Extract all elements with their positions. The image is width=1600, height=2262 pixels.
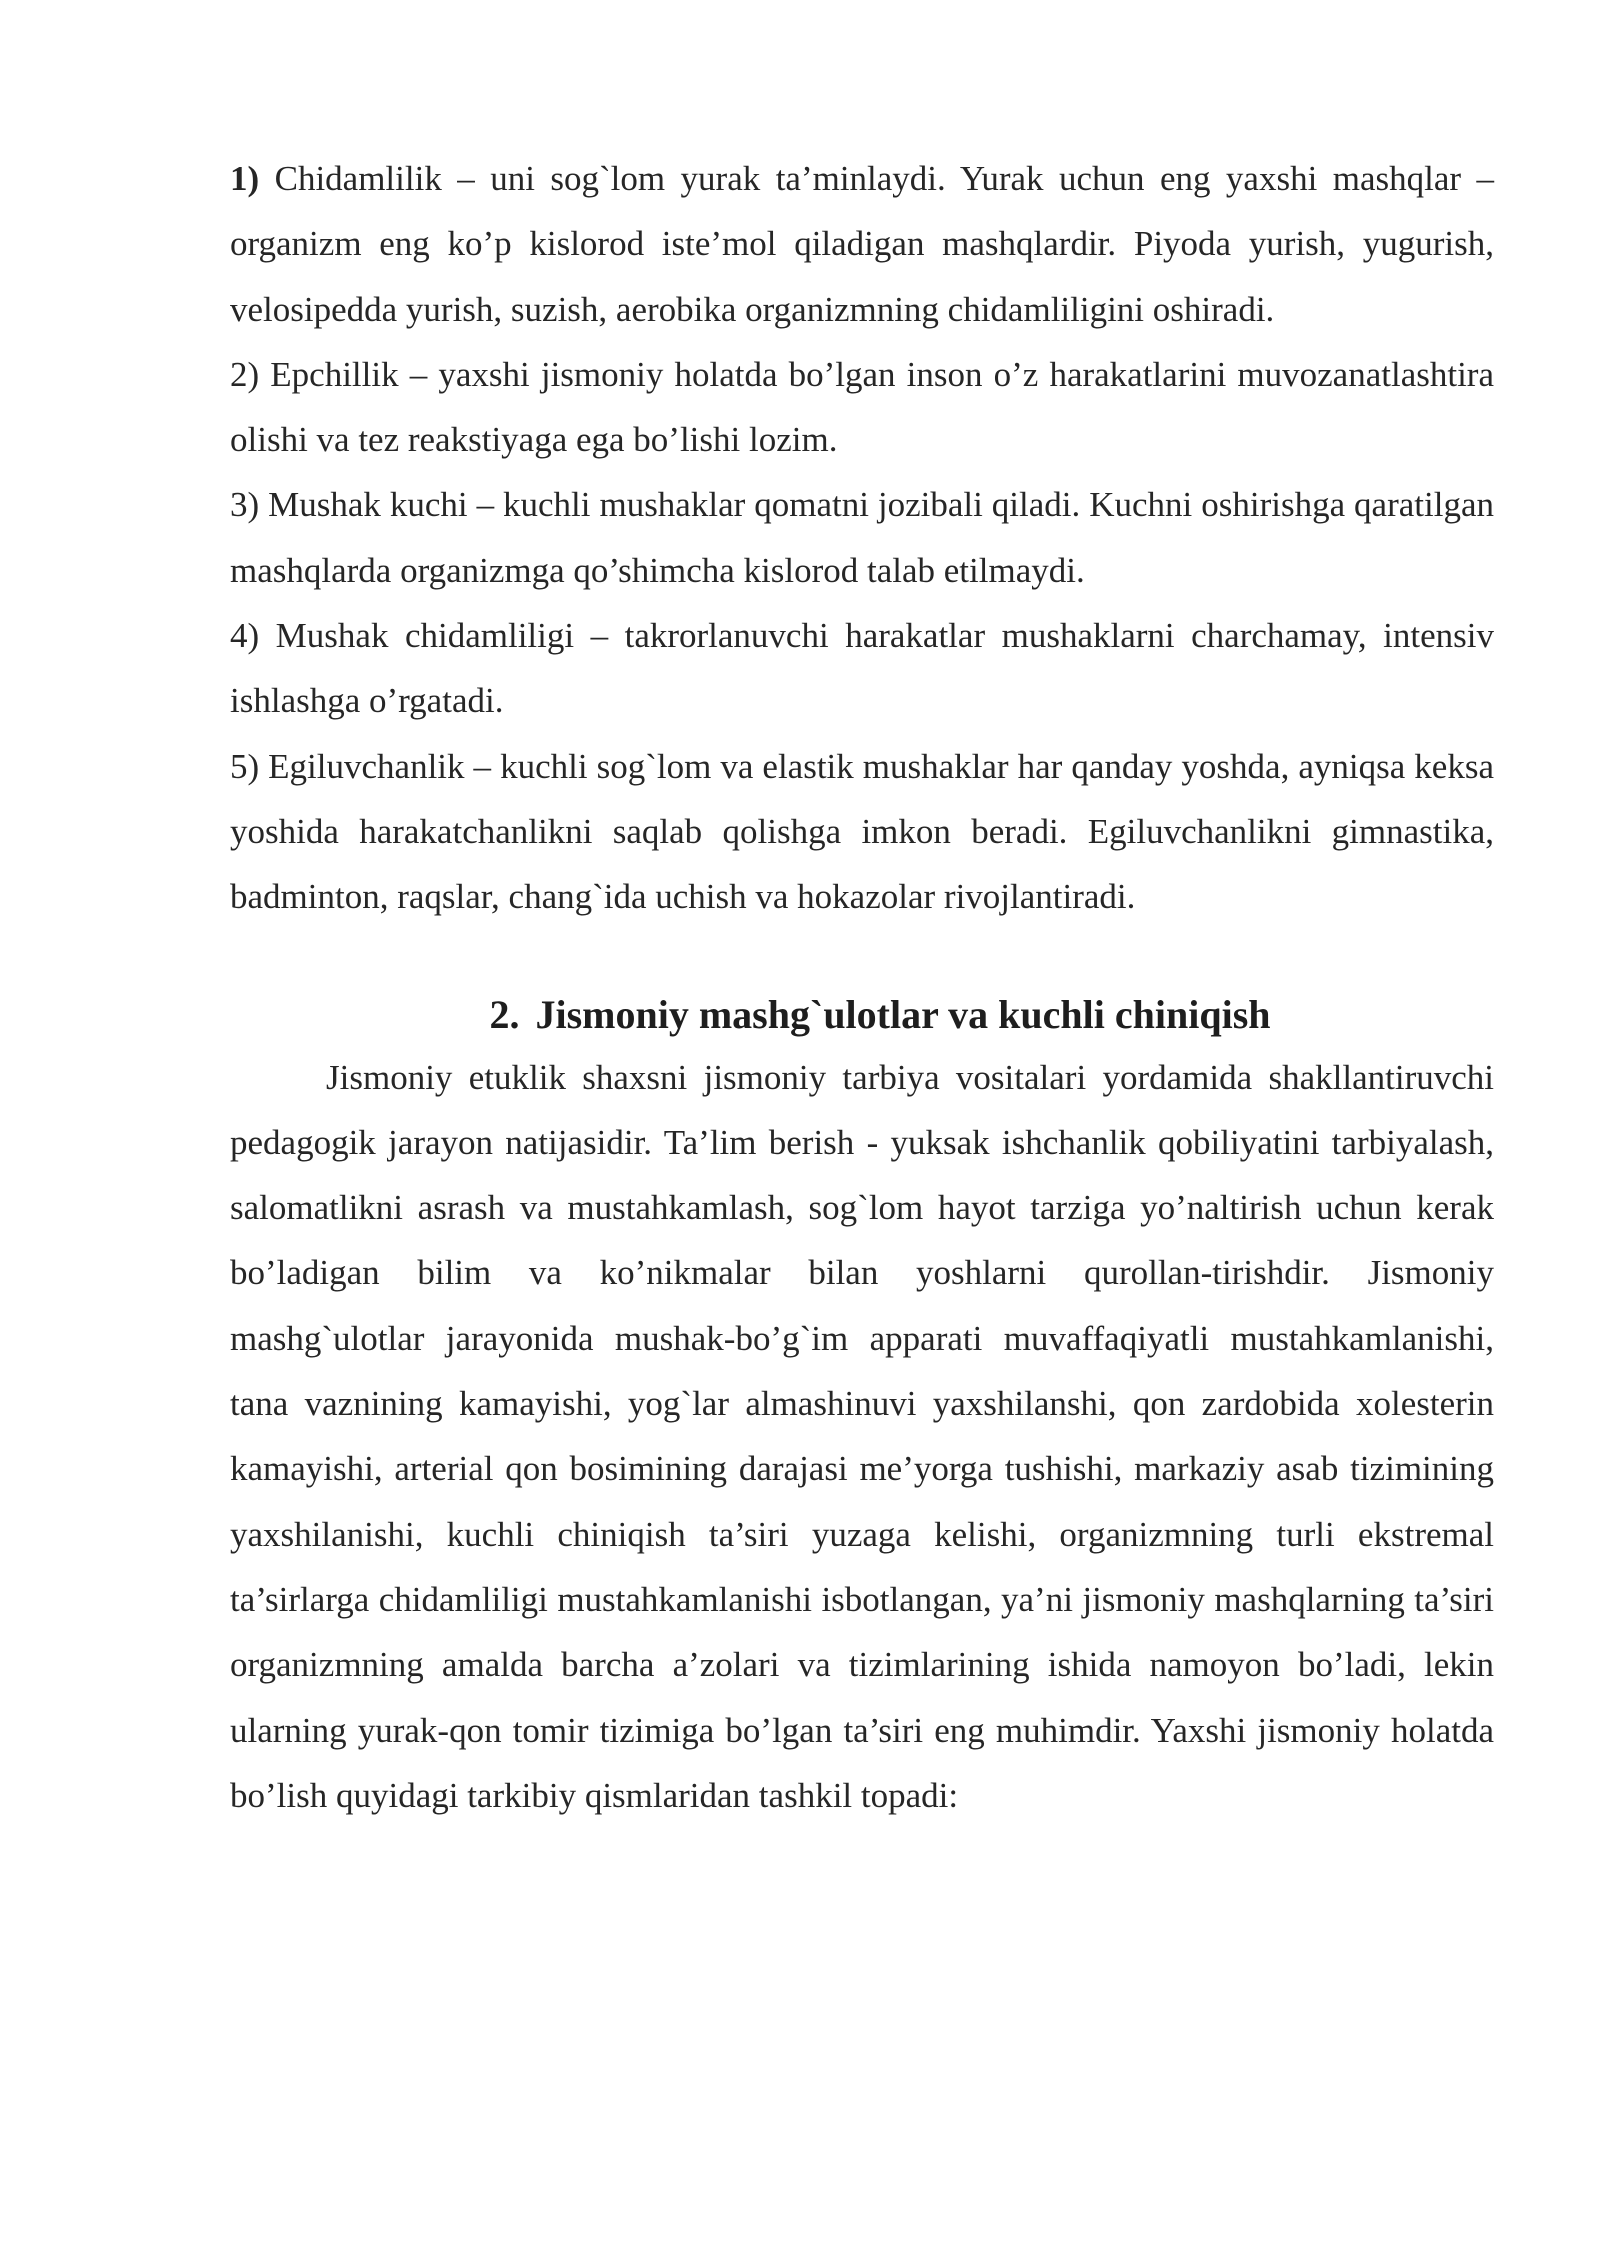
page-content	[230, 146, 1494, 1828]
list-item-text: 5) Egiluvchanlik – kuchli sog`lom va elastik mushaklar har qanday yoshda, ayniqsa keksa yoshida harakatchanlikni saqlab qolishga imkon beradi. Egiluvchanlikni gimnastika, badminton, raqslar, chang`ida uchish va hokazolar rivojlantiradi.	[230, 746, 1494, 917]
list-item-text: Chidamlilik – uni sog`lom yurak ta’minlaydi. Yurak uchun eng yaxshi mashqlar – organizm eng ko’p kislorod iste’mol qiladigan mashqlardir. Piyoda yurish, yugurish, velosipedda yurish, suzish, aerobika organizmning chidamliligini oshiradi.	[230, 159, 1494, 329]
section-number: 2.	[489, 991, 520, 1037]
list-item-muscle-endurance	[230, 603, 1494, 734]
body-paragraph: Jismoniy etuklik shaxsni jismoniy tarbiya vositalari yordamida shakllantiruvchi pedagogik jarayon natijasidir. Ta’lim berish - yuksak ishchanlik qobiliyatini tarbiyalash, salomatlikni asrash va mustahkamlash, sog`lom hayot tarziga yo’naltirish uchun kerak bo’ladigan bilim va ko’nikmalar bilan yoshlarni qurollan-tirishdir. Jismoniy mashg`ulotlar jarayonida mushak-bo’g`im apparati muvaffaqiyatli mustahkamlanishi, tana vaznining kamayishi, yog`lar almashinuvi yaxshilanshi, qon zardobida xolesterin kamayishi, arterial qon bosimining darajasi me’yorga tushishi, markaziy asab tizimining yaxshilanishi, kuchli chiniqish ta’siri yuzaga kelishi, organizmning turli ekstremal ta’sirlarga chidamliligi mustahkamlanishi isbotlangan, ya’ni jismoniy mashqlarning ta’siri organizmning amalda barcha a’zolari va tizimlarining ishida namoyon bo’ladi, lekin ularning yurak-qon tomir tizimiga bo’lgan ta’siri eng muhimdir. Yaxshi jismoniy holatda bo’lish quyidagi tarkibiy qismlaridan tashkil topadi:	[230, 1057, 1494, 1815]
list-item-muscle-strength	[230, 472, 1494, 603]
list-item-flexibility	[230, 734, 1494, 930]
section-title: Jismoniy mashg`ulotlar va kuchli chiniqish	[535, 991, 1271, 1037]
list-item-agility	[230, 342, 1494, 473]
list-item-text: 3) Mushak kuchi – kuchli mushaklar qomatni jozibali qiladi. Kuchni oshirishga qaratilgan mashqlarda organizmga qo’shimcha kislorod talab etilmaydi.	[230, 485, 1494, 590]
list-item-endurance	[230, 146, 1494, 342]
list-item-text: 2) Epchillik – yaxshi jismoniy holatda bo’lgan inson o’z harakatlarini muvozanatlashtira olishi va tez reakstiyaga ega bo’lishi lozim.	[230, 354, 1494, 460]
list-item-number: 1)	[230, 159, 260, 198]
section-heading	[230, 982, 1494, 1047]
list-item-text: 4) Mushak chidamliligi – takrorlanuvchi harakatlar mushaklarni charchamay, intensiv ishlashga o’rgatadi.	[230, 616, 1494, 721]
